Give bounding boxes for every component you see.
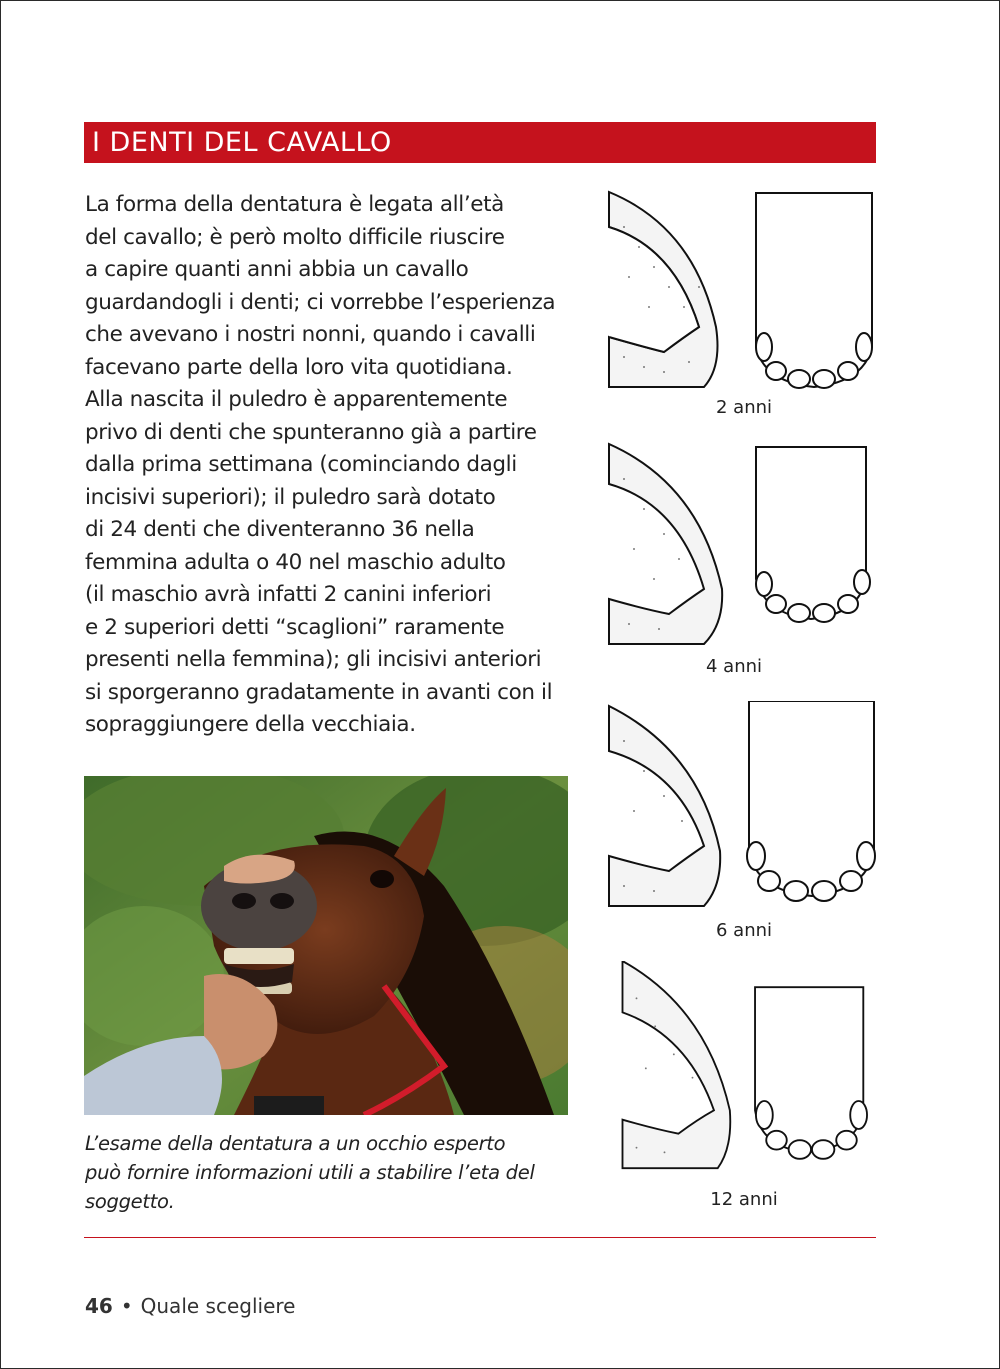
body-line: che avevano i nostri nonni, quando i cavalli [85,322,536,347]
age-label-4: 4 anni [705,656,763,677]
body-line: di 24 denti che diventeranno 36 nella [85,517,475,542]
body-line: e 2 superiori detti “scaglioni” raramente [85,614,505,640]
page-number: 46 [85,1294,113,1318]
body-line: (il maschio avrà infatti 2 canini inferiori [85,582,492,607]
footer-divider [84,1237,876,1238]
jaw-illustration-4-years [604,439,879,649]
caption-line: L’esame della dentatura a un occhio esperto [85,1132,506,1155]
jaw-illustration-2-years [604,187,879,397]
body-line: privo di denti che spunteranno già a partire [85,419,537,445]
body-line: del cavallo; è però molto difficile riuscire [85,224,505,250]
age-label-2: 2 anni [715,397,773,418]
body-paragraph [85,189,585,742]
body-line: incisivi superiori); il puledro sarà dotato [85,484,496,510]
body-line: femmina adulta o 40 nel maschio adulto [85,549,506,575]
jaw-illustration-12-years [604,961,879,1171]
photo-caption [85,1129,585,1216]
footer-section: Quale scegliere [140,1294,296,1318]
body-line: sopraggiungere della vecchiaia. [85,712,416,737]
body-line: dalla prima settimana (cominciando dagli [85,452,517,477]
footer-bullet: • [120,1294,133,1318]
age-label-6: 6 anni [715,920,773,941]
jaw-illustration-6-years [604,701,879,911]
page-footer [85,1294,295,1318]
body-line: presenti nella femmina); gli incisivi anteriori [85,647,542,672]
caption-line: può fornire informazioni utili a stabilire l’eta del [85,1161,535,1184]
caption-line: soggetto. [85,1190,175,1213]
body-line: guardandogli i denti; ci vorrebbe l’esperienza [85,289,556,315]
body-line: La forma della dentatura è legata all’età [85,192,504,217]
body-line: a capire quanti anni abbia un cavallo [85,257,469,282]
age-label-12: 12 anni [710,1189,778,1210]
body-line: si sporgeranno gradatamente in avanti con il [85,679,553,705]
horse-teeth-photo [84,776,568,1115]
body-line: Alla nascita il puledro è apparentemente [85,387,508,412]
body-line: facevano parte della loro vita quotidiana. [85,354,513,380]
section-title: I DENTI DEL CAVALLO [84,122,876,163]
